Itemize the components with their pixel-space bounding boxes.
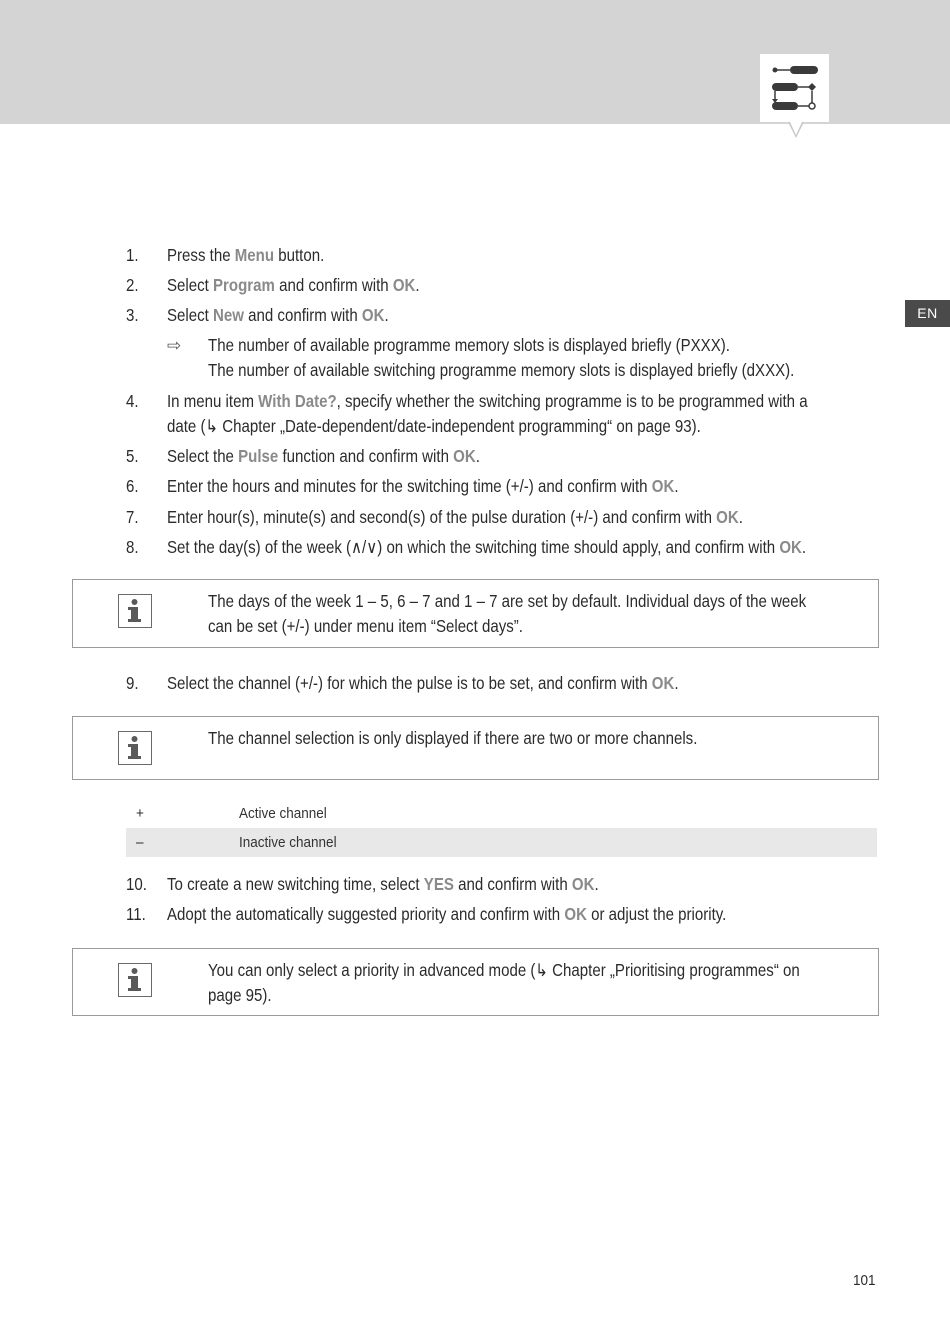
program-flow-icon [760,54,829,122]
step-text [167,243,324,268]
legend-label: Active channel [239,805,327,822]
text-run: . [475,446,480,466]
step-text [167,303,389,328]
step-number: 10. [126,874,147,894]
text-run: and confirm with [274,275,393,295]
ui-keyword: YES [423,874,454,894]
note-channels-text: The channel selection is only displayed if there are two or more channels. [208,728,698,748]
ui-keyword: OK [392,275,416,295]
text-run: The number of available programme memory slots is displayed briefly (PXXX). [208,335,730,355]
step-number: 4. [126,391,139,411]
ui-keyword: Menu [234,245,275,265]
step-text [167,444,480,469]
step-text [167,671,679,696]
note-days-line1: The days of the week 1 – 5, 6 – 7 and 1 – 7 are set by default. Individual days of the week [208,591,807,611]
ui-keyword: OK [453,446,476,466]
text-run: Set the day(s) of the week (∧/∨) on which the switching time should apply, and confirm with [167,537,780,557]
step-text [167,389,808,414]
ui-keyword: OK [361,305,385,325]
info-icon [118,731,152,765]
info-icon [118,963,152,997]
step-text [167,505,743,530]
text-run: To create a new switching time, select [167,874,424,894]
ui-keyword: With Date? [258,391,337,411]
text-run: Select [167,305,214,325]
text-run: In menu item [167,391,259,411]
text-run: or adjust the priority. [586,904,727,924]
text-run: Press the [167,245,235,265]
text-run: Adopt the automatically suggested priority and confirm with [167,904,565,924]
step-text [208,333,730,358]
ui-keyword: OK [571,874,595,894]
step-text [208,358,794,383]
legend-label: Inactive channel [239,834,337,851]
text-run: function and confirm with [278,446,454,466]
legend-symbol: – [136,834,144,851]
ui-keyword: OK [651,673,675,693]
text-run: . [801,537,807,557]
info-icon [118,594,152,628]
step-text [167,273,420,298]
text-run: and confirm with [453,874,572,894]
text-run: . [415,275,420,295]
step-text [167,902,726,927]
text-run: Select [167,275,214,295]
step-text [167,414,701,439]
ui-keyword: OK [651,476,675,496]
ui-keyword: Pulse [238,446,279,466]
ui-keyword: New [213,305,244,325]
note-priority-line1: You can only select a priority in advanced mode (↳ Chapter „Prioritising programmes“ on [208,960,800,980]
text-run: Enter the hours and minutes for the switching time (+/-) and confirm with [167,476,652,496]
step-number: 2. [126,275,139,295]
step-text [167,535,806,560]
text-run: , specify whether the switching programme is to be programmed with a [336,391,808,411]
step-text [167,474,679,499]
step-text [167,872,599,897]
step-number: 1. [126,245,139,265]
ui-keyword: OK [779,537,802,557]
step-number: 6. [126,476,139,496]
legend-row-active [126,799,877,828]
language-tab[interactable]: EN [905,300,950,327]
text-run: date (↳ Chapter „Date-dependent/date-independent programming“ on page 93). [167,416,701,436]
text-run: . [384,305,389,325]
legend-row-inactive [126,828,877,857]
text-run: . [674,673,679,693]
text-run: button. [274,245,325,265]
text-run: . [738,507,743,527]
step-number: 8. [126,537,139,557]
note-priority-line2: page 95). [208,985,272,1005]
step-number: 7. [126,507,139,527]
text-run: . [674,476,679,496]
text-run: Select the channel (+/-) for which the pulse is to be set, and confirm with [167,673,652,693]
ui-keyword: Program [213,275,275,295]
ui-keyword: OK [716,507,739,527]
text-run: . [594,874,599,894]
text-run: Select the [167,446,239,466]
step-number: 5. [126,446,139,466]
note-days-line2: can be set (+/-) under menu item “Select days”. [208,616,523,636]
step-number: 11. [126,904,146,924]
text-run: Enter hour(s), minute(s) and second(s) of the pulse duration (+/-) and confirm with [167,507,717,527]
page-number: 101 [853,1272,876,1289]
text-run: and confirm with [243,305,362,325]
step-number: 9. [126,673,139,693]
legend-symbol: + [136,805,144,822]
ui-keyword: OK [564,904,587,924]
text-run: The number of available switching programme memory slots is displayed briefly (dXXX). [208,360,795,380]
result-arrow-icon: ⇨ [167,336,182,355]
chapter-icon-pointer-inner [790,122,802,135]
step-number: 3. [126,305,139,325]
